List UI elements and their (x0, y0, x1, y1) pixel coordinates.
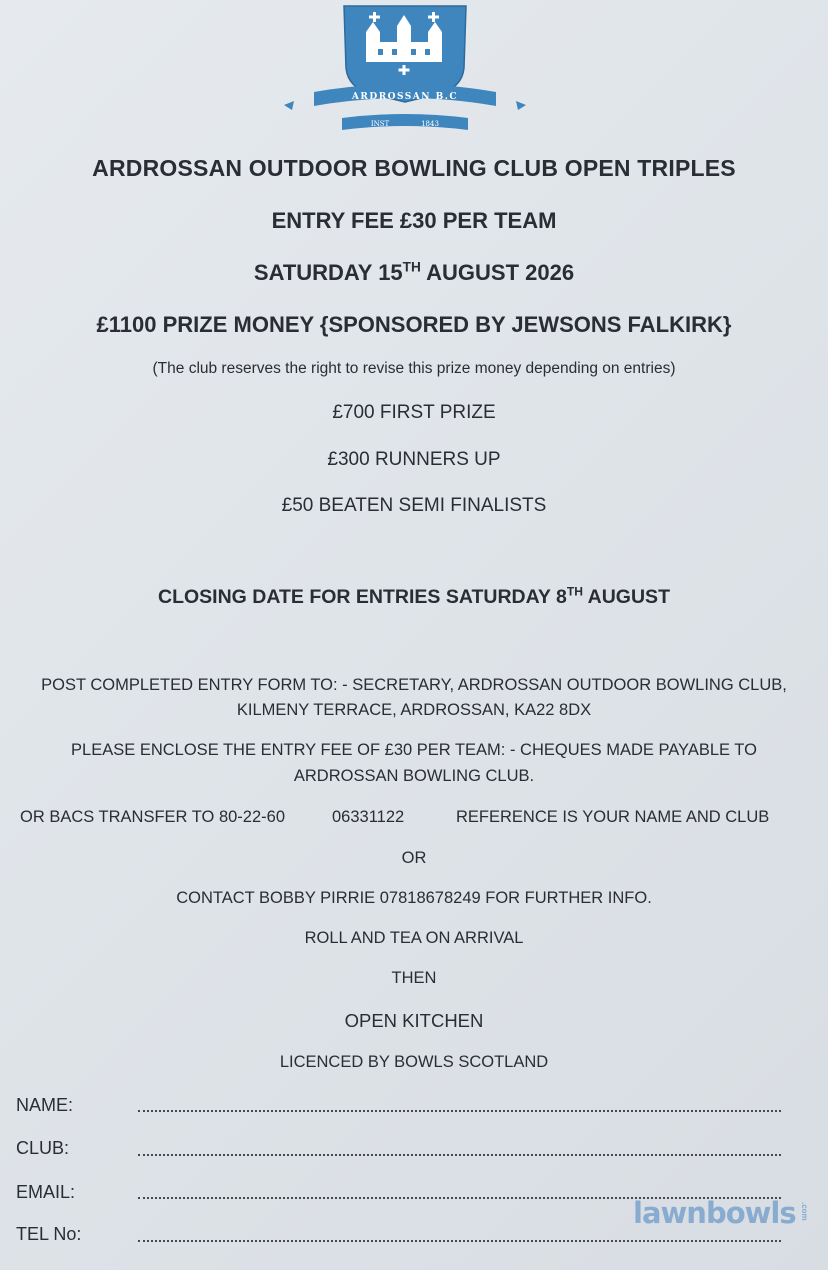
watermark-logo: lawnbowls (633, 1196, 796, 1230)
entry-fee: ENTRY FEE £30 PER TEAM (271, 208, 557, 233)
first-prize: £700 FIRST PRIZE (332, 402, 496, 423)
left-flourish (284, 101, 294, 110)
fee-line-1: PLEASE ENCLOSE THE ENTRY FEE OF £30 PER TEAM: - CHEQUES MADE PAYABLE TO (71, 741, 757, 759)
event-date: SATURDAY 15TH AUGUST 2026 (253, 259, 575, 285)
fee-line-2: ARDROSSAN BOWLING CLUB. (293, 767, 535, 785)
name-label: NAME: (16, 1095, 74, 1115)
contact-info: CONTACT BOBBY PIRRIE 07818678249 FOR FURTHER INFO. (176, 889, 652, 907)
event-title: ARDROSSAN OUTDOOR BOWLING CLUB OPEN TRIPLES (92, 155, 736, 181)
licence-text: LICENCED BY BOWLS SCOTLAND (279, 1053, 549, 1071)
watermark-suffix: .com (800, 1202, 809, 1221)
name-field-line[interactable] (138, 1110, 781, 1112)
tel-field-line[interactable] (138, 1240, 781, 1242)
post-address-line-1: POST COMPLETED ENTRY FORM TO: - SECRETARY, ARDROSSAN OUTDOOR BOWLING CLUB, (41, 676, 787, 694)
club-label: CLUB: (16, 1138, 70, 1158)
runners-up-prize: £300 RUNNERS UP (327, 449, 501, 470)
tel-label: TEL No: (16, 1224, 82, 1244)
bacs-account-number: 06331122 (332, 808, 405, 826)
club-field-line[interactable] (138, 1154, 781, 1156)
closing-date: CLOSING DATE FOR ENTRIES SATURDAY 8TH AUGUST (158, 584, 670, 608)
then-text: THEN (391, 969, 437, 987)
open-kitchen: OPEN KITCHEN (344, 1010, 484, 1031)
or-text: OR (401, 849, 427, 867)
bacs-reference: REFERENCE IS YOUR NAME AND CLUB (456, 808, 770, 826)
inst-right-text: 1843 (421, 120, 439, 128)
prize-revision-note: (The club reserves the right to revise this prize money depending on entries) (152, 360, 676, 377)
inst-banner (342, 114, 468, 130)
email-label: EMAIL: (16, 1182, 76, 1202)
semi-finalists-prize: £50 BEATEN SEMI FINALISTS (281, 495, 547, 516)
roll-and-tea: ROLL AND TEA ON ARRIVAL (304, 929, 524, 947)
ribbon-text: ARDROSSAN B.C (351, 92, 459, 102)
bacs-sort-code: OR BACS TRANSFER TO 80-22-60 (20, 808, 286, 826)
club-crest-logo (280, 2, 530, 137)
post-address-line-2: KILMENY TERRACE, ARDROSSAN, KA22 8DX (236, 701, 592, 719)
inst-left-text: INST (370, 120, 390, 128)
prize-money-heading: £1100 PRIZE MONEY {SPONSORED BY JEWSONS FALKIRK} (96, 312, 732, 337)
right-flourish (516, 101, 526, 110)
